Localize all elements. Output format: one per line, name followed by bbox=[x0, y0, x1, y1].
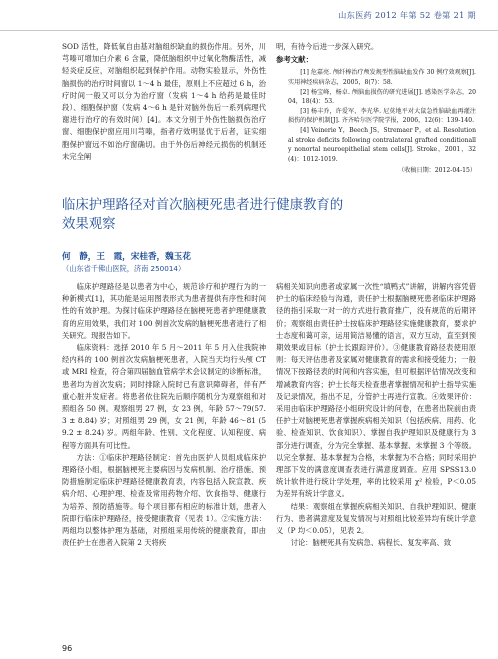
article-title-line-2: 效果观察 bbox=[62, 217, 116, 232]
reference-item: [3] 杨丰乔，许爱军，李光华. 尼莫地平对大鼠急性脑缺血再灌注损伤的保护机制[J]. 齐齐哈尔医学院学报，2006，12(6)：139-140. bbox=[288, 107, 476, 125]
reference-item: [1] 危嘉亮. 颅纤棒治疗颅发规型性脑缺血发作 30 例疗效观察[J]. 实用神经疾病杂志，2005，8(7)：58. bbox=[288, 69, 476, 86]
body-paragraph: 临床资料：选择 2010 年 5 月～2011 年 5 月入住我院神经内科的 100 例首次发病脑梗死患者，入院当天均行头颅 CT 或 MRI 检查，符合第四届脑血管病学术会议制定的诊断标准，患者均为首次发病；同时排除入院时已有意识障碍者，伴有严重心脏并发症者。将患者依住院先后顺序随机分为观察组和对照组各 50 例。观察组男 27 例，女 23 例，年龄 57～79(57.3 ± 8.84) 岁；对照组男 29 例，女 21 例，年龄 46～81 (59.2 ± 8.24) 岁。两组年龄、性别、文化程度、认知程度、病程等方面具有可比性。 bbox=[62, 343, 266, 450]
journal-running-title: 山东医药 2012 年第 52 卷第 21 期 bbox=[338, 10, 476, 20]
article-title-block bbox=[62, 196, 472, 234]
received-date: （收稿日期：2012-04-15） bbox=[398, 167, 476, 175]
top-left-column bbox=[62, 41, 266, 163]
body-paragraph: 结果：观察组在掌握疾病相关知识、自我护理知识、健康行为、患者满意度及复发情况与对照组比较差异均有统计学意义（P 均＜0.05），见表 2。 bbox=[276, 501, 476, 536]
article-affiliation: （山东省千佛山医院，济南 250014） bbox=[62, 264, 186, 273]
bottom-left-column bbox=[62, 281, 266, 549]
bottom-right-column bbox=[276, 281, 476, 549]
page-number: 96 bbox=[62, 644, 73, 653]
body-paragraph: 讨论：脑梗死具有发病急、病程长、复发率高、致 bbox=[290, 538, 452, 548]
body-paragraph: SOD 活性，降低氧自由基对脑组织缺血的损伤作用。另外，川芎嗪可增加白介素 6 含量，降低脑组织中过氧化物酶活性，减轻炎症反应，对脑组织起到保护作用。动物实验显示，外伤性脑损伤的治疗时间窗以 1～4 h 最佳，原则上不应超过 6 h，治疗时间一般又可以分为治疗窗（发病 1～4 h 给药是最佳时段）、细胞保护窗（发病 4～6 h 是针对脑外伤后一系列病理代谢进行治疗的有效时间）[4]。本文分别于外伤性脑损伤治疗窗、细胞保护窗应用川芎嗪，指者疗效明显优于后者，证实细胞保护窗远不如治疗窗确切。由于外伤后神经元损伤的机制还未完全阐 bbox=[62, 42, 266, 161]
top-right-column bbox=[276, 41, 476, 178]
article-title-line-1: 临床护理路径对首次脑梗死患者进行健康教育的 bbox=[62, 198, 344, 213]
body-paragraph: 明，有待今后进一步深入研究。 bbox=[276, 42, 379, 51]
body-paragraph: 方法：①临床护理路径制定：首先由医护人员组成临床护理路径小组，根据脑梗死主要病因与发病机制、治疗措施、预防措施制定临床护理路径健康教育表，内容包括入院宣教、疾病介绍、心理护理、检查及常用药物介绍、饮食指导、健康行为培养、预防措施等。每个项目都有相应的标准计划，患者入院即行临床护理路径，接受健康教育（见表 1）。②实施方法：两组均以整体护理为基础，对照组采用传统的健康教育，即由责任护士在患者入院第 2 天将疾 bbox=[62, 452, 266, 548]
body-paragraph: 病相关知识向患者或家属一次性“填鸭式”讲解，讲解内容凭借护士的临床经验与沟通，责任护士根据脑梗死患者临床护理路径的指引采取一对一的方式进行教育推广，没有规范的后期评价；观察组由责任护士按临床护理路径实施健康教育，要求护士态度和蔼可亲，运用简洁易懂的语言，双方互动，直至到预期效果或目标（护士长跟踪评价）。③健康教育路径表使用原则：每天评估患者及家属对健康教育的需求和接受能力；一般情况下按路径表的时间和内容实施，但可根据评估情况改变和增减教育内容；护士长每天检查患者掌握情况和护士指导实施及记录情况，指出不足，分管护士再进行宣教。④效果评价：采用由临床护理路径小组研究设计的问卷，在患者出院前由责任护士对脑梗死患者掌握疾病相关知识（包括疾病、用药、化验、检查知识、饮食知识）、掌握自我护理知识及健康行为 3 部分进行调查，分为完全掌握、基本掌握、未掌握 3 个等级。以完全掌握、基本掌握为合格，未掌握为不合格；同时采用护理部下发的满意度调查表进行满意度调查。应用 SPSS13.0 统计软件进行统计学处理，率的比较采用 χ² 检验，P＜0.05 为差异有统计学意义。 bbox=[276, 282, 476, 499]
reference-item: [2] 杨宝峰，杨卓. 颅脑血损伤的研究进展[J]. 感染医学杂志，2004，18(4)：53. bbox=[288, 88, 476, 106]
article-authors: 何 静，王 霞，宋桂香，魏玉花 bbox=[62, 252, 191, 262]
body-paragraph: 临床护理路径是以患者为中心，规范诊疗和护理行为的一种新模式[1]，其功能是运用图表形式为患者提供有序性和时间性的有效护理。为探讨临床护理路径在脑梗死患者护理健康教育的应用效果，我们对 100 例首次发病的脑梗死患者进行了相关研究。现报告如下。 bbox=[62, 282, 266, 340]
reference-item: [4] Veinerie Y，Beech JS，Stremaer P，et al. Resolutional stroke deficits following contralateral grafted conditionally nonortal neuroepithelial stem cells[J]. Stroke，2001，32(4)：1012-1019. bbox=[288, 126, 476, 163]
page-header bbox=[0, 0, 498, 31]
references-heading: 参考文献： bbox=[276, 55, 313, 65]
